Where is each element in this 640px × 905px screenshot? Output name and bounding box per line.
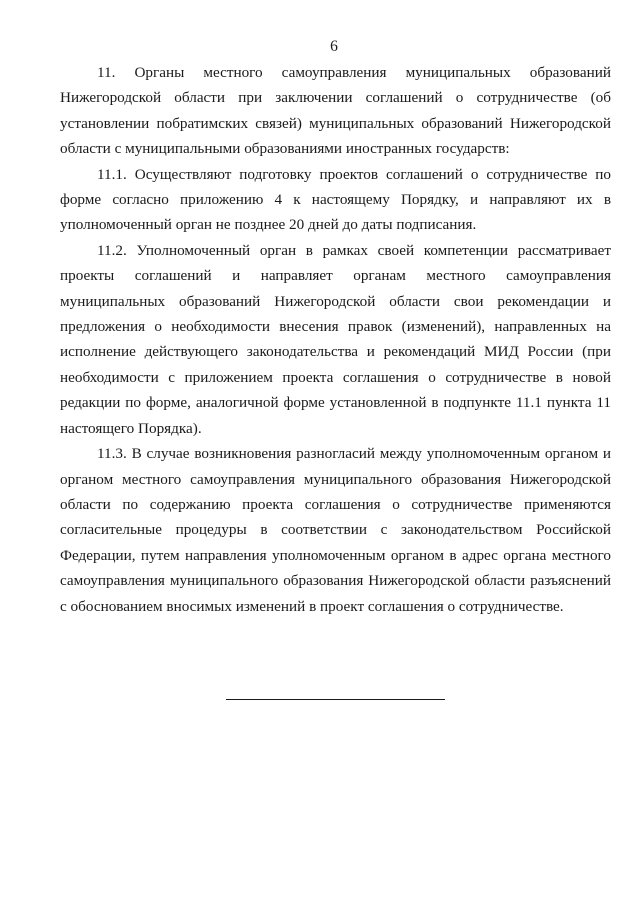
page-number: 6 — [330, 38, 338, 55]
paragraph-11-2: 11.2. Уполномоченный орган в рамках своей компетенции рассматривает проекты соглашений и направляет органам местного самоуправления муниципальных образований Нижегородской области свои рекомендации и предложения о необходимости внесения правок (изменений), направленных на исполнение действующего законодательства и рекомендаций МИД России (при необходимости с приложением проекта соглашения о сотрудничестве в новой редакции по форме, аналогичной форме установленной в подпункте 11.1 пункта 11 настоящего Порядка). — [60, 241, 611, 437]
end-divider-line — [226, 699, 445, 700]
paragraph-11-1: 11.1. Осуществляют подготовку проектов соглашений о сотрудничестве по форме согласно приложению 4 к настоящему Порядку, и направляют их в уполномоченный орган не позднее 20 дней до даты подписания. — [60, 165, 611, 234]
document-body — [60, 60, 611, 619]
paragraph-11-3: 11.3. В случае возникновения разногласий между уполномоченным органом и органом местного самоуправления муниципального образования Нижегородской области по содержанию проекта соглашения о сотрудничестве применяются согласительные процедуры в соответствии с законодательством Российской Федерации, путем направления уполномоченным органом в адрес органа местного самоуправления муниципального образования Нижегородской области разъяснений с обоснованием вносимых изменений в проект соглашения о сотрудничестве. — [60, 445, 611, 615]
paragraph-11: 11. Органы местного самоуправления муниципальных образований Нижегородской области при заключении соглашений о сотрудничестве (об установлении побратимских связей) муниципальных образований Нижегородской области с муниципальными образованиями иностранных государств: — [60, 64, 611, 158]
